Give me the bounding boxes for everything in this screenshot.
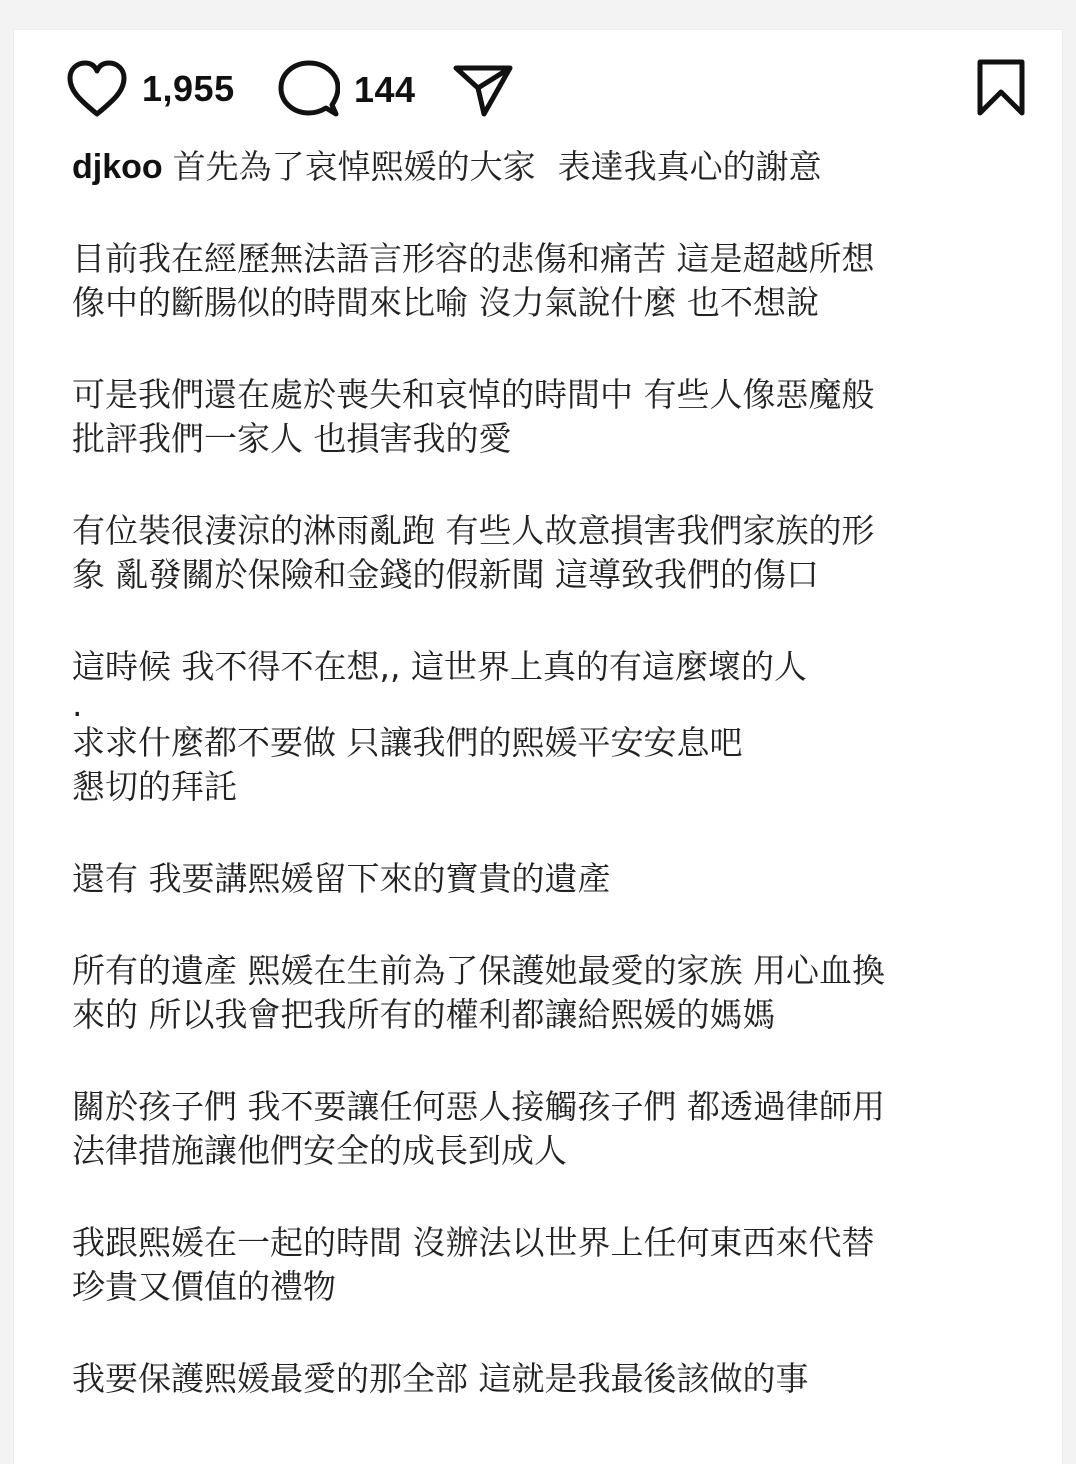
caption-line: 可是我們還在處於喪失和哀悼的時間中 有些人像惡魔般 bbox=[72, 375, 875, 414]
caption-line: 目前我在經歷無法語言形容的悲傷和痛苦 這是超越所想 bbox=[72, 239, 875, 278]
caption-line-tail: 事 bbox=[775, 1359, 809, 1398]
caption-line: 象 亂發關於保險和金錢的假新聞 這導致我們的傷口 bbox=[72, 555, 819, 594]
caption-paragraph bbox=[72, 373, 1032, 461]
caption-paragraph bbox=[72, 1221, 1032, 1309]
like-count: 1,955 bbox=[142, 68, 235, 109]
share-icon[interactable] bbox=[452, 62, 514, 118]
caption-line: 我要保護熙媛最愛的那全部 這就是我最後該做的 bbox=[72, 1359, 776, 1398]
caption-line: 珍貴又價值的禮物 bbox=[72, 1267, 336, 1306]
caption-line: 來的 所以我會把我所有的權利都讓給熙媛的媽媽 bbox=[72, 995, 776, 1034]
caption-line: 我跟熙媛在一起的時間 沒辦法以世界上任何東西來代替 bbox=[72, 1223, 875, 1262]
post-caption bbox=[72, 145, 1032, 1449]
comment-count: 144 bbox=[354, 69, 416, 110]
caption-line: 懇切的拜託 bbox=[72, 767, 237, 806]
comment-icon[interactable] bbox=[278, 60, 340, 120]
caption-line: 批評我們一家人 也損害我的愛 bbox=[72, 419, 512, 458]
action-bar bbox=[14, 30, 1062, 150]
caption-line: 有位裝很淒涼的淋雨亂跑 有些人故意損害我們家族的形 bbox=[72, 511, 875, 550]
share-action[interactable] bbox=[452, 62, 514, 118]
caption-line: 這時候 我不得不在想,, 這世界上真的有這麼壞的人 bbox=[72, 647, 807, 686]
caption-paragraph bbox=[72, 1357, 1032, 1401]
caption-paragraph bbox=[72, 645, 1032, 724]
caption-paragraph bbox=[72, 509, 1032, 597]
caption-line: 還有 我要講熙媛留下來的寶貴的遺產 bbox=[72, 859, 611, 898]
caption-line: 求求什麼都不要做 只讓我們的熙媛平安安息吧 bbox=[72, 723, 743, 762]
caption-line: 法律措施讓他們安全的成長到成人 bbox=[72, 1131, 567, 1170]
caption-paragraph bbox=[72, 237, 1032, 325]
caption-paragraph bbox=[72, 1085, 1032, 1173]
caption-paragraph bbox=[72, 721, 1032, 809]
caption-dot: . bbox=[72, 685, 83, 724]
post-card bbox=[14, 30, 1062, 1464]
caption-text: 表達我真心的謝意 bbox=[557, 147, 822, 186]
caption-text: 首先為了哀悼熙媛的大家 bbox=[172, 147, 536, 186]
heart-icon[interactable] bbox=[66, 60, 128, 118]
username-link[interactable]: djkoo bbox=[72, 148, 163, 186]
comment-action[interactable] bbox=[278, 60, 416, 120]
caption-line: 關於孩子們 我不要讓任何惡人接觸孩子們 都透過律師用 bbox=[72, 1087, 885, 1126]
save-action[interactable] bbox=[974, 58, 1028, 118]
bookmark-icon[interactable] bbox=[974, 58, 1028, 118]
caption-line: 所有的遺產 熙媛在生前為了保護她最愛的家族 用心血換 bbox=[72, 951, 885, 990]
caption-line: 像中的斷腸似的時間來比喻 沒力氣說什麼 也不想說 bbox=[72, 283, 819, 322]
caption-paragraph bbox=[72, 857, 1032, 901]
caption-paragraph bbox=[72, 949, 1032, 1037]
caption-paragraph bbox=[72, 145, 1032, 189]
like-action[interactable] bbox=[66, 60, 235, 118]
